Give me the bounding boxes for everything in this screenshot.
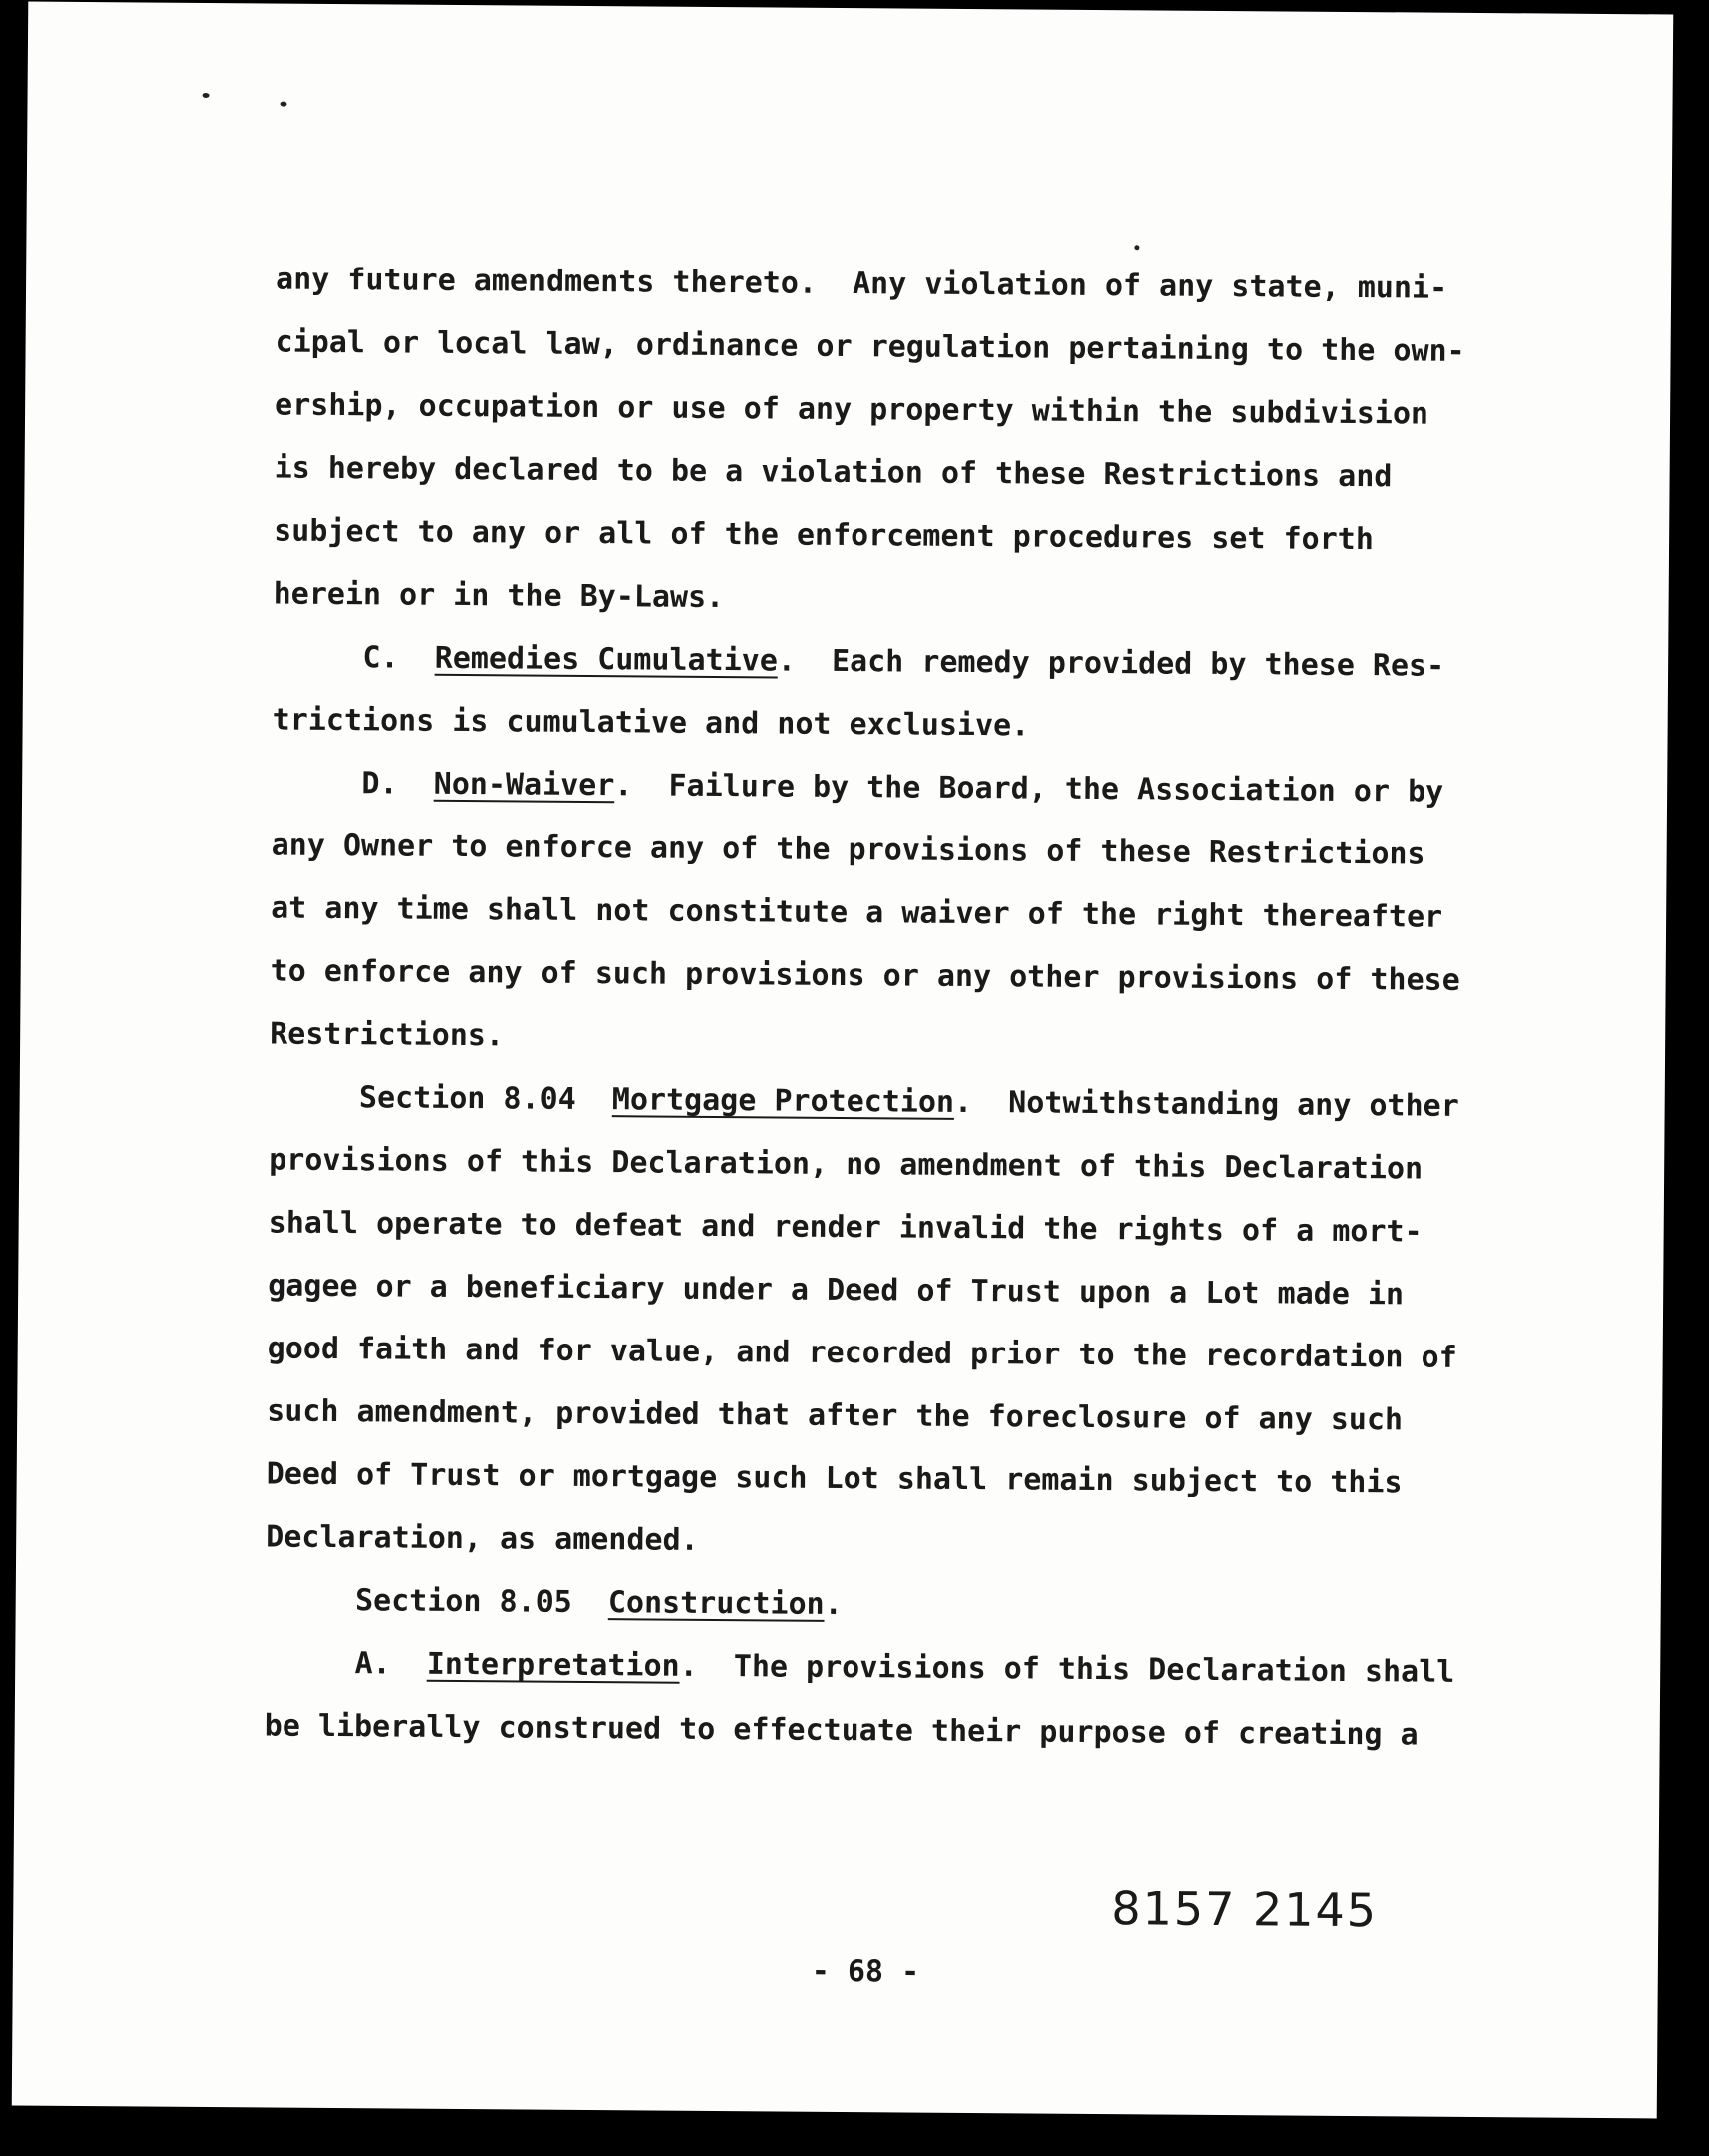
text-line: provisions of this Declaration, no amendment of this Declaration: [269, 1142, 1424, 1187]
heading-construction: Construction: [607, 1585, 825, 1622]
scan-speck: [203, 93, 210, 98]
text-line: good faith and for value, and recorded prior to the recordation of: [267, 1331, 1457, 1375]
paragraph-c-label: C.: [273, 639, 435, 676]
text-line: cipal or local law, ordinance or regulation pertaining to the own-: [275, 324, 1465, 369]
paragraph-a-label: A.: [265, 1645, 427, 1682]
text-run: . Failure by the Board, the Association or by: [614, 768, 1444, 809]
section-805-label: Section 8.05: [265, 1582, 609, 1621]
text-run: . Each remedy provided by these Res-: [777, 643, 1445, 684]
text-line: any future amendments thereto. Any violation of any state, muni-: [275, 262, 1448, 306]
section-804-first-line: [269, 1065, 1596, 1138]
scan-speck: [1134, 245, 1139, 250]
document-body: [264, 249, 1603, 1768]
text-line: any Owner to enforce any of the provisions of these Restrictions: [271, 827, 1425, 872]
text-line: gagee or a beneficiary under a Deed of Trust upon a Lot made in: [268, 1268, 1405, 1313]
heading-interpretation: Interpretation: [426, 1646, 680, 1684]
page-number: - 68 -: [811, 1953, 920, 1990]
text-line: shall operate to defeat and render invalid the rights of a mort-: [268, 1205, 1423, 1250]
paragraph-d-label: D.: [272, 765, 434, 802]
section-805-heading-line: [265, 1568, 1592, 1641]
text-run: . Notwithstanding any other: [953, 1084, 1459, 1124]
text-line: is hereby declared to be a violation of these Restrictions and: [274, 450, 1393, 495]
section-804-label: Section 8.04: [269, 1079, 613, 1118]
heading-non-waiver: Non-Waiver: [433, 766, 615, 804]
scan-speck: [280, 102, 286, 107]
text-line: trictions is cumulative and not exclusive.: [272, 702, 1030, 744]
document-page: [12, 2, 1674, 2119]
text-run: . The provisions of this Declaration shall: [679, 1648, 1455, 1690]
text-line: herein or in the By-Laws.: [273, 576, 725, 616]
text-line: Declaration, as amended.: [266, 1519, 699, 1558]
text-line: subject to any or all of the enforcement procedures set forth: [274, 513, 1375, 558]
text-line: Restrictions.: [270, 1016, 505, 1054]
text-line: to enforce any of such provisions or any other provisions of these: [270, 953, 1460, 998]
text-line: such amendment, provided that after the foreclosure of any such: [267, 1393, 1404, 1438]
heading-mortgage-protection: Mortgage Protection: [611, 1082, 955, 1120]
paragraph-d-first-line: [272, 752, 1599, 824]
text-line: ership, occupation or use of any property within the subdivision: [274, 387, 1429, 432]
text-line: at any time shall not constitute a waiver of the right thereafter: [271, 890, 1443, 935]
text-line: Deed of Trust or mortgage such Lot shall remain subject to this: [266, 1456, 1403, 1501]
recording-stamp-number: 8157 2145: [1111, 1882, 1379, 1938]
paragraph-a-first-line: [265, 1631, 1592, 1704]
text-run: .: [824, 1586, 843, 1623]
heading-remedies-cumulative: Remedies Cumulative: [434, 640, 779, 679]
text-line: be liberally construed to effectuate their purpose of creating a: [264, 1708, 1419, 1753]
paragraph-c-first-line: [273, 626, 1600, 699]
